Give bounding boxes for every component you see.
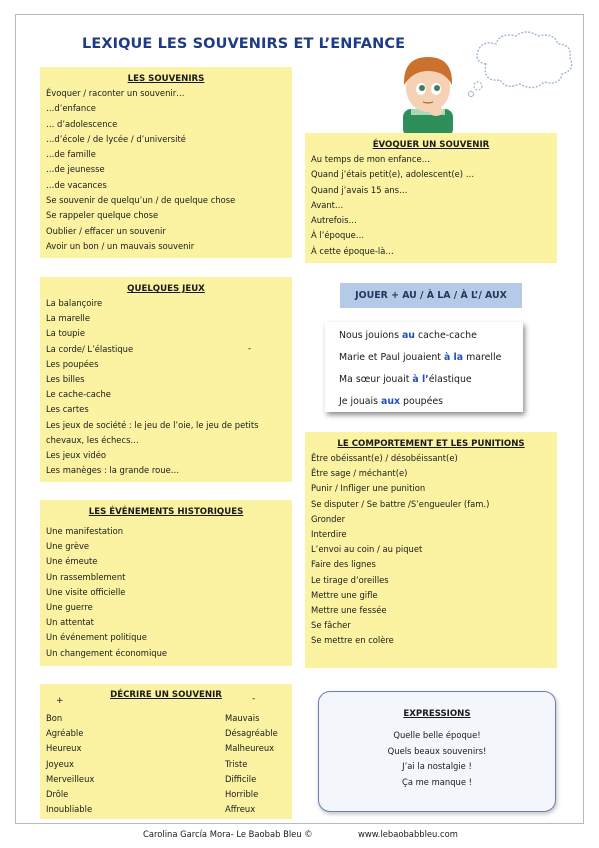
list-item: Interdire xyxy=(311,528,347,539)
jeux-heading: QUELQUES JEUX xyxy=(127,284,205,294)
list-item: La corde/ L’élastique xyxy=(46,343,134,354)
list-item: Affreux xyxy=(225,804,256,815)
example-sentence xyxy=(339,396,443,407)
comportement-box xyxy=(305,432,557,668)
expressions-heading: EXPRESSIONS xyxy=(403,709,471,719)
list-item: …de famille xyxy=(46,149,96,160)
list-item: À cette époque-là… xyxy=(311,245,394,256)
list-item: Un changement économique xyxy=(46,647,168,658)
negative-sign: - xyxy=(252,694,256,704)
list-item: Les cartes xyxy=(46,404,89,415)
list-item: L’envoi au coin / au piquet xyxy=(311,544,423,555)
list-item: Ça me manque ! xyxy=(401,776,472,787)
example-sentence xyxy=(339,352,501,363)
list-item: Horrible xyxy=(225,788,259,799)
list-item: Les poupées xyxy=(46,358,99,369)
example-text: marelle xyxy=(463,352,502,363)
evoquer-heading: ÉVOQUER UN SOUVENIR xyxy=(372,140,490,150)
list-item: Quelle belle époque! xyxy=(393,730,481,740)
list-item: Une guerre xyxy=(46,601,93,612)
list-item: Drôle xyxy=(46,788,69,799)
list-item: Au temps de mon enfance… xyxy=(311,154,431,164)
negative-adjectives xyxy=(225,713,278,814)
list-item: Agréable xyxy=(46,728,84,739)
list-item: Se disputer / Se battre /S’engueuler (fam.) xyxy=(311,498,490,509)
souvenirs-heading: LES SOUVENIRS xyxy=(127,74,205,84)
list-item: Quels beaux souvenirs! xyxy=(387,745,487,756)
list-item: Le tirage d’oreilles xyxy=(311,574,389,585)
list-item: Punir / Infliger une punition xyxy=(311,483,426,494)
list-item: Un attentat xyxy=(46,617,94,628)
list-item: Heureux xyxy=(46,743,82,754)
list-item: Se souvenir de quelqu’un / de quelque chose xyxy=(46,195,236,206)
list-item: Difficile xyxy=(225,773,257,784)
list-item: Les manèges : la grande roue… xyxy=(46,465,180,476)
list-item: Les jeux de société : le jeu de l’oie, le jeu de petits xyxy=(46,419,259,430)
list-item: Un événement politique xyxy=(46,632,147,643)
example-text: Marie et Paul jouaient xyxy=(339,352,444,363)
list-item: Le cache-cache xyxy=(46,389,111,400)
evoquer-box xyxy=(305,133,557,263)
list-item: Une manifestation xyxy=(46,526,124,536)
list-item: Une grève xyxy=(46,541,90,552)
jouer-examples-box xyxy=(325,322,523,412)
list-item: Avant… xyxy=(311,199,344,210)
thinking-boy-illustration xyxy=(393,45,463,137)
expressions-box xyxy=(318,691,556,812)
footer-website[interactable]: www.lebaobabbleu.com xyxy=(358,829,458,839)
jeux-box xyxy=(40,277,292,482)
list-item: Quand j’avais 15 ans… xyxy=(311,184,408,195)
decrire-heading: DÉCRIRE UN SOUVENIR xyxy=(110,690,222,700)
example-text: poupées xyxy=(400,396,444,407)
evenements-box xyxy=(40,500,292,666)
list-item: Autrefois… xyxy=(311,215,357,226)
list-item: …d’enfance xyxy=(46,103,96,114)
positive-adjectives xyxy=(46,713,94,814)
list-item: Évoquer / raconter un souvenir… xyxy=(46,88,185,98)
decrire-box xyxy=(40,684,292,819)
list-item: Se mettre en colère xyxy=(311,635,394,646)
list-item: Bon xyxy=(46,713,63,723)
example-text: Je jouais xyxy=(339,396,382,407)
example-highlight: à la xyxy=(443,352,464,363)
example-highlight: au xyxy=(401,330,415,341)
list-item: La marelle xyxy=(46,313,90,324)
list-item: …de jeunesse xyxy=(46,164,105,175)
list-item: La toupie xyxy=(46,328,85,339)
list-item: Quand j’étais petit(e), adolescent(e) … xyxy=(311,169,475,180)
list-item: La balançoire xyxy=(46,298,103,308)
souvenirs-box xyxy=(40,67,292,258)
list-item: chevaux, les échecs… xyxy=(46,434,139,445)
example-sentence xyxy=(339,330,477,341)
thought-cloud-icon xyxy=(468,28,578,100)
list-item: Désagréable xyxy=(225,728,278,739)
list-item: Merveilleux xyxy=(46,773,95,784)
list-item: …de vacances xyxy=(46,179,107,190)
list-item: Se rappeler quelque chose xyxy=(46,210,159,221)
list-item: Mettre une gifle xyxy=(311,589,378,600)
example-text: Ma sœur jouait xyxy=(339,374,413,385)
list-item: Une émeute xyxy=(46,556,98,567)
example-text: cache-cache xyxy=(415,330,477,341)
positive-sign: + xyxy=(56,696,64,706)
list-item: Triste xyxy=(225,758,248,769)
example-text: Nous jouions xyxy=(339,330,402,341)
list-item: Une visite officielle xyxy=(46,586,126,597)
list-item: Oublier / effacer un souvenir xyxy=(46,225,166,236)
list-item: Être sage / méchant(e) xyxy=(311,468,408,479)
list-item: …d’école / de lycée / d’université xyxy=(46,133,186,144)
example-highlight: aux xyxy=(381,396,401,407)
list-item: Mauvais xyxy=(225,713,260,723)
list-item: Les billes xyxy=(46,373,85,384)
list-item: À l’époque… xyxy=(311,230,365,241)
footer-author: Carolina García Mora- Le Baobab Bleu © xyxy=(143,829,313,839)
jouer-banner: JOUER + AU / À LA / À L’/ AUX xyxy=(340,283,522,308)
list-item: Joyeux xyxy=(46,758,74,769)
list-item: Avoir un bon / un mauvais souvenir xyxy=(46,240,195,251)
list-item: Gronder xyxy=(311,513,346,524)
list-item: Inoubliable xyxy=(46,804,93,815)
list-item: Se fâcher xyxy=(311,620,351,631)
stray-dash: - xyxy=(248,343,252,353)
example-sentence xyxy=(339,374,472,385)
example-text: élastique xyxy=(428,374,472,385)
list-item: J’ai la nostalgie ! xyxy=(402,761,472,772)
list-item: Être obéissant(e) / désobéissant(e) xyxy=(311,453,458,463)
list-item: Les jeux vidéo xyxy=(46,449,106,460)
list-item: Faire des lignes xyxy=(311,559,376,570)
example-highlight: à l’ xyxy=(412,374,429,385)
comportement-heading: LE COMPORTEMENT ET LES PUNITIONS xyxy=(337,439,525,449)
list-item: Malheureux xyxy=(225,743,275,754)
list-item: Mettre une fessée xyxy=(311,604,387,615)
list-item: … d’adolescence xyxy=(46,118,118,129)
page-title: LEXIQUE LES SOUVENIRS ET L’ENFANCE xyxy=(82,36,406,52)
list-item: Un rassemblement xyxy=(46,571,126,582)
evenements-heading: LES ÉVÉNEMENTS HISTORIQUES xyxy=(88,507,244,517)
